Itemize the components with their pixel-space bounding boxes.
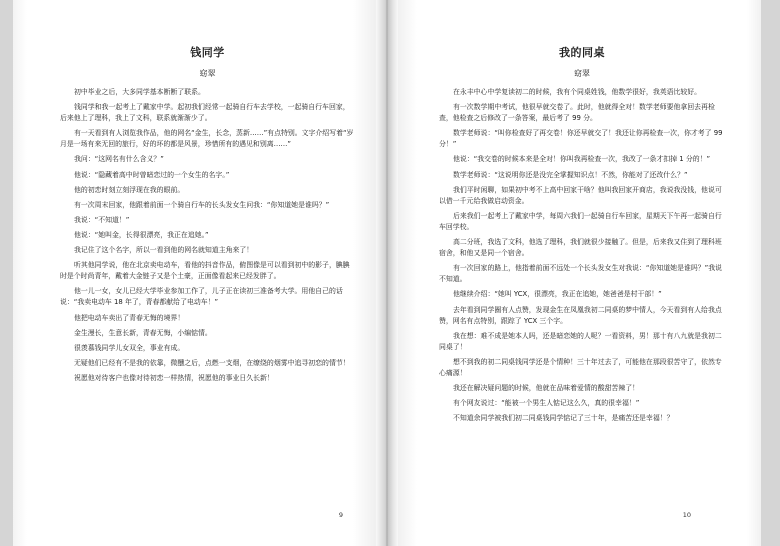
paragraph: 很羡慕钱同学儿女双全，事业有成。 bbox=[74, 343, 185, 352]
paragraph: 在永丰中心中学复读初二的时候，我有个同桌姓钱，他数学很好，我英语比较好。 bbox=[453, 88, 702, 96]
paragraph: 有一天看到有人浏览我作品，他的网名“金生，长念，蒸新……”有点特别。文字介绍写着“岁月是一场有来无回的旅行，好的坏的都是风景，珍惜所有的遇见和别离……” bbox=[60, 129, 354, 149]
paragraph: 数学老师说：“叫你检查好了再交卷！你还早就交了！我还让你再检查一次，你才考了 99 分！” bbox=[439, 129, 723, 149]
paragraph: 后来我们一起考上了戴家中学，每周六我们一起骑自行车回家，星期天下午再一起骑自行车回学校。 bbox=[439, 211, 722, 231]
paragraph: 他说：“我交卷的时候本来是全对！你叫我再检查一次，我改了一条才扣掉 1 分的！” bbox=[453, 155, 711, 164]
page-number: 10 bbox=[682, 511, 691, 519]
right-page bbox=[387, 0, 761, 546]
paragraph: 他一儿一女，女儿已经大学毕业参加工作了，儿子正在读初三准备考大学。用他自己的话说：“我卖电动车 18 年了，青春都献给了电动车！” bbox=[60, 287, 343, 307]
paragraph: 有一次周末回家，他跟着前面一个骑自行车的长头发女生问我：“你知道她是谁吗？” bbox=[74, 200, 330, 209]
paragraph: 他的初恋时刻立刻浮现在我的眼前。 bbox=[74, 185, 185, 194]
page-number: 9 bbox=[338, 511, 343, 519]
paragraph: 我在想：难不成是她本人吗，还是暗恋她的人呢？一看资料，男！那十有八九就是我初二同桌了！ bbox=[439, 331, 722, 351]
paragraph: 他说：“隐藏着高中时曾暗恋过的一个女生的名字。” bbox=[74, 170, 230, 179]
paragraph: 他说：“她叫金，长得很漂亮，我正在追她。” bbox=[74, 230, 209, 239]
body-text bbox=[439, 87, 725, 424]
paragraph: 初中毕业之后，大多同学基本断断了联系。 bbox=[74, 88, 205, 96]
author-name: 窈翠 bbox=[199, 69, 216, 78]
paragraph: 我说：“不知道！” bbox=[74, 215, 130, 224]
paragraph: 我们平时闲聊，如果初中考不上高中回家干啥？他叫我回家开商店，我说我没钱，他说可以借一千元给我做启动资金。 bbox=[439, 185, 722, 205]
paragraph: 他把电动车卖出了青春无悔的境界！ bbox=[74, 313, 185, 322]
paragraph: 祝愿他对待客户也像对待初恋一样热情，祝愿他的事业日久长新！ bbox=[74, 373, 274, 382]
paragraph: 数学老师说：“这说明你还是没完全掌握知识点！不然，你能对了还改什么？” bbox=[453, 170, 688, 179]
body-text bbox=[60, 87, 355, 384]
chapter-title: 钱同学 bbox=[190, 46, 225, 59]
paragraph: 有个网友说过：“能被一个男生人惦记这么久，真的很幸福！” bbox=[453, 399, 640, 408]
left-page bbox=[13, 0, 387, 546]
paragraph: 我记住了这个名字，所以一看到他的网名就知道主角来了！ bbox=[74, 246, 254, 255]
chapter-title: 我的同桌 bbox=[559, 46, 605, 59]
paragraph: 去年看到同学圈有人点赞，发现金生在凤凰我初二同桌的梦中情人，今天看到有人给我点赞，网名有点特别，跟踪了 YCX 三个字。 bbox=[439, 305, 722, 325]
paragraph: 听其他同学说，他在北京卖电动车，看他的抖音作品，俯图像是可以看到初中的影子，腆腆时是个时尚青年，戴着大金链子又是个土豪，正面像看起来已经发胖了。 bbox=[60, 261, 350, 281]
book-gutter bbox=[376, 0, 398, 546]
paragraph: 金生漫长，生意长新，青春无悔，小编惦情。 bbox=[74, 328, 212, 337]
paragraph: 有一次数学期中考试，他很早就交卷了。此时，他就得全对！数学老师要他拿回去再检查，他检查之后修改了一条答案，最后考了 99 分。 bbox=[439, 103, 715, 123]
paragraph: 我还在解决疑问题的时候，他就在品味着爱情的酸甜苦辣了！ bbox=[453, 384, 640, 393]
paragraph: 想不到我的初二同桌钱同学还是个情种！三十年过去了，可能他在那段很苦守了，依然专心痛源！ bbox=[439, 357, 722, 377]
author-name: 窈翠 bbox=[574, 69, 590, 78]
paragraph: 不知道余同学被我们初二同桌钱同学惦记了三十年，是痛苦还是幸福！？ bbox=[453, 414, 674, 423]
paragraph: 有一次回家的路上，他指着前面不远处一个长头发女生对我说：“你知道她是谁吗？”我说不知道。 bbox=[439, 264, 722, 284]
paragraph: 高二分班，我选了文科，他选了理科，我们就很少接触了。但是，后来我又住到了理科班宿舍，和他又是同一个宿舍。 bbox=[439, 238, 722, 258]
paragraph: 他继续介绍：“她叫 YCX，很漂亮，我正在追她，她爸爸是村干部！” bbox=[453, 290, 662, 299]
paragraph: 我问：“这网名有什么含义？” bbox=[74, 155, 164, 164]
paragraph: 无疑他们已经有不是我的依靠，微醺之后，点燃一支烟，在缭绕的烟雾中追寻初恋的情节！ bbox=[74, 358, 350, 367]
paragraph: 钱同学和我一起考上了戴家中学。起初我们经常一起骑自行车去学校，一起骑自行车回家，后来他上了理科，我上了文科，联系就渐渐少了。 bbox=[60, 103, 350, 123]
